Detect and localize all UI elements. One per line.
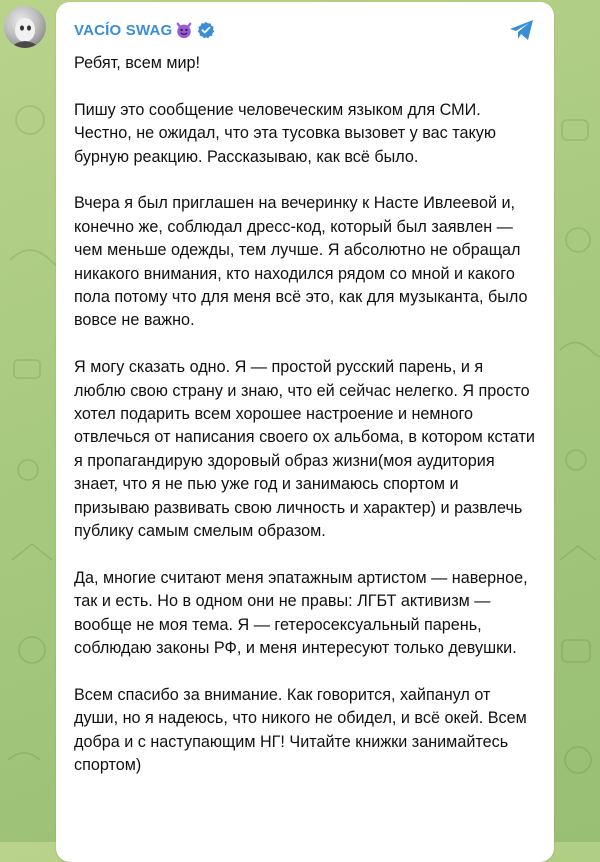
channel-post-bubble: [56, 2, 554, 862]
smiling-devil-emoji-icon: [175, 21, 193, 39]
message-paragraph: Вчера я был приглашен на вечеринку к Насте Ивлеевой и, конечно же, соблюдал дресс-код, который был заявлен — чем меньше одежды, тем лучше. Я абсолютно не обращал никакого внимания, кто находился рядом со мной и какого пола потому что для меня всё это, как для музыканта, было вовсе не важно.: [74, 194, 528, 330]
telegram-paper-plane-icon[interactable]: [508, 18, 536, 42]
verified-badge-icon: [197, 21, 215, 39]
channel-name[interactable]: VACÍO SWAG: [74, 21, 173, 39]
message-paragraph: Да, многие считают меня эпатажным артистом — наверное, так и есть. Но в одном они не правы: ЛГБТ активизм — вообще не моя тема. Я — гетеросексуальный парень, соблюдаю законы РФ, и меня интересуют только девушки.: [74, 568, 528, 658]
channel-avatar[interactable]: [4, 6, 46, 48]
message-paragraph: Пишу это сообщение человеческим языком для СМИ. Честно, не ожидал, что эта тусовка вызовет у вас такую бурную реакцию. Рассказываю, как всё было.: [74, 100, 496, 166]
avatar-image: [4, 6, 46, 48]
message-paragraph: Всем спасибо за внимание. Как говорится, хайпанул от души, но я надеюсь, что никого не обидел, и всё окей. Всем добра и с наступающим НГ! Читайте книжки занимайтесь спортом): [74, 685, 527, 775]
message-paragraph: Я могу сказать одно. Я — простой русский парень, и я люблю свою страну и знаю, что ей сейчас нелегко. Я просто хотел подарить всем хорошее настроение и немного отвлечься от написания своего ох альбома, в котором кстати я пропагандирую здоровый образ жизни(моя аудитория знает, что я не пью уже год и занимаюсь спортом и призываю развивать свою личность и характер) и развлечь публику самым смелым образом.: [74, 358, 535, 541]
message-paragraph: Ребят, всем мир!: [74, 54, 201, 72]
post-message-text: [74, 52, 536, 778]
post-header: [74, 18, 536, 42]
